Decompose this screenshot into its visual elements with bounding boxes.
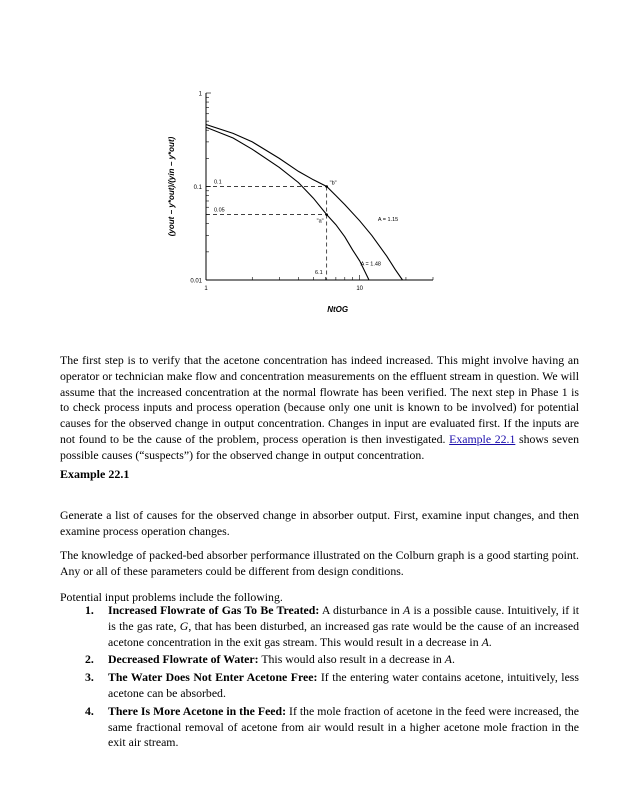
paragraph-colburn: The knowledge of packed-bed absorber performance illustrated on the Colburn graph is a good starting point. Any or all of these parameters could be different from design conditions.	[60, 548, 579, 578]
annotation-point-b: "b"	[329, 180, 337, 187]
paragraph-intro: The first step is to verify that the acetone concentration has indeed increased. This might involve having an operator or technician make flow and concentration measurements on the effluent stream in question. We will assume that the increased concentration at the normal flowrate has been verified. The next step in Phase 1 is to check process inputs and process operation (because only one unit is known to be involved) for potential causes for the observed change in output concentration. Changes in input are evaluated first. If the inputs are not found to be the cause of the problem, process operation is then investigated. Example 22.1 shows seven possible causes (“suspects”) for the observed change in output concentration.	[60, 353, 579, 462]
list-item: 2. Decreased Flowrate of Water: This would also result in a decrease in A.	[85, 652, 455, 667]
point-a-marker	[325, 213, 328, 216]
example-heading: Example 22.1	[60, 467, 130, 481]
example-22-1-link[interactable]: Example 22.1	[449, 431, 516, 446]
list-item: 1. Increased Flowrate of Gas To Be Treated: A disturbance in A is a possible cause. Intuitively, if it is the gas rate, G, that has been disturbed, an increased gas rate would be the cause of an increased acetone concentration in the exit gas stream. This would result in a decrease in A.	[85, 603, 579, 649]
list-item: 3. The Water Does Not Enter Acetone Free: If the entering water contains acetone, intuitively, less acetone can be absorbed.	[85, 670, 579, 700]
list-item: 4. There Is More Acetone in the Feed: If the mole fraction of acetone in the feed were increased, the same fractional removal of acetone from air would result in a higher acetone mole fraction in the exit air stream.	[85, 703, 579, 750]
colburn-chart	[150, 85, 440, 325]
paragraph-task: Generate a list of causes for the observed change in absorber output. First, examine input changes, and then examine process operation changes.	[60, 508, 579, 538]
paragraph-potential: Potential input problems include the following.	[60, 590, 283, 604]
y-tick-label: 0.01	[190, 278, 202, 285]
series-line-a-1-15	[206, 125, 403, 281]
annotation-point-a: "a"	[316, 218, 324, 225]
x-axis-label: NtOG	[327, 305, 349, 314]
series-label-a-1-15: A = 1.15	[377, 216, 399, 223]
x-tick-label: 10	[356, 286, 364, 292]
y-tick-label: 1	[198, 91, 202, 98]
annotation-0-05: 0.05	[214, 207, 225, 214]
x-tick-label: 1	[204, 286, 208, 292]
y-tick-label: 0.1	[193, 185, 202, 191]
series-label-a-1-48: A = 1.48	[360, 261, 381, 268]
y-axis-label: (yout − y*out)/(yin − y*out)	[167, 136, 176, 237]
point-b-marker	[325, 185, 328, 188]
input-problems-list	[60, 603, 579, 753]
annotation-6-1: 6.1	[315, 270, 323, 276]
annotation-0-1: 0.1	[214, 179, 222, 186]
